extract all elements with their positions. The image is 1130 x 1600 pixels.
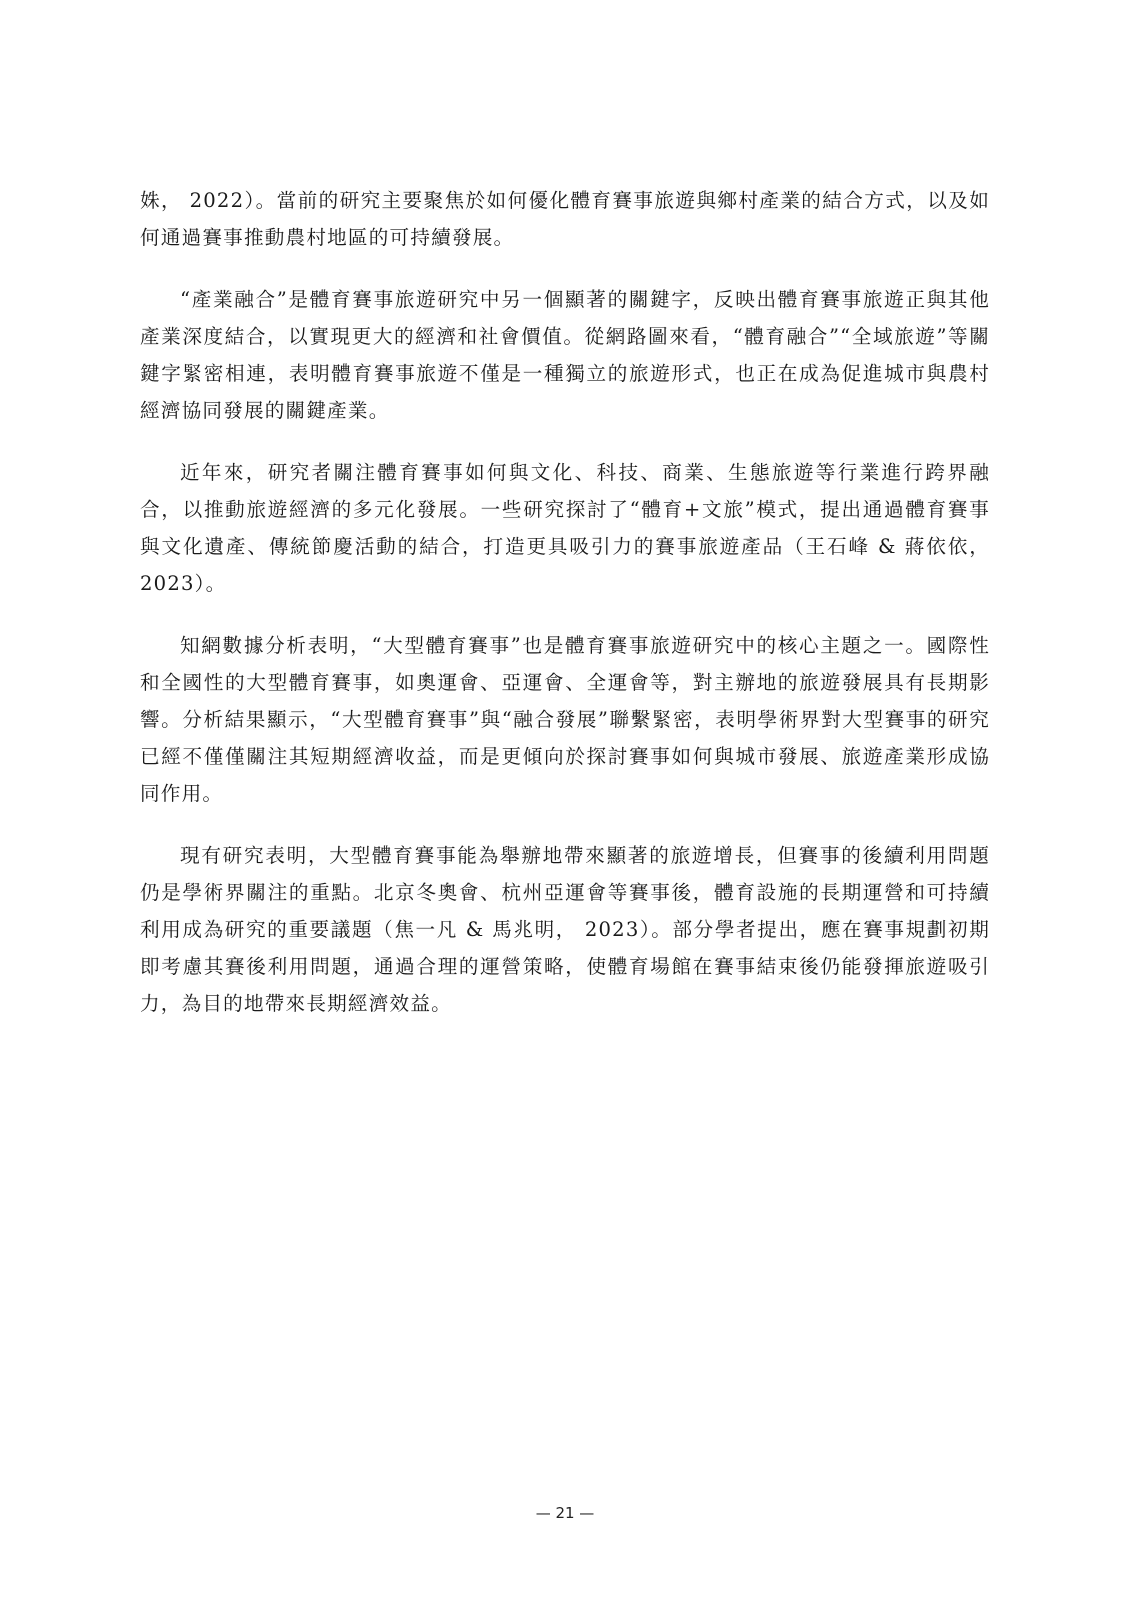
- page-number: — 21 —: [535, 1504, 595, 1522]
- paragraph-4: 知網數據分析表明，“大型體育賽事”也是體育賽事旅遊研究中的核心主題之一。國際性和全國性的大型體育賽事，如奧運會、亞運會、全運會等，對主辦地的旅遊發展具有長期影響。分析結果顯示，“大型體育賽事”與“融合發展”聯繫緊密，表明學術界對大型賽事的研究已經不僅僅關注其短期經濟收益，而是更傾向於探討賽事如何與城市發展、旅遊產業形成協同作用。: [140, 634, 990, 805]
- paragraph-5: 現有研究表明，大型體育賽事能為舉辦地帶來顯著的旅遊增長，但賽事的後續利用問題仍是學術界關注的重點。北京冬奧會、杭州亞運會等賽事後，體育設施的長期運營和可持續利用成為研究的重要議題（焦一凡 & 馬兆明， 2023）。部分學者提出，應在賽事規劃初期即考慮其賽後利用問題，通過合理的運營策略，使體育場館在賽事結束後仍能發揮旅遊吸引力，為目的地帶來長期經濟效益。: [140, 844, 990, 1015]
- paragraph-1: 姝， 2022）。當前的研究主要聚焦於如何優化體育賽事旅遊與鄉村產業的結合方式，以及如何通過賽事推動農村地區的可持續發展。: [140, 189, 990, 249]
- paragraph-3: 近年來，研究者關注體育賽事如何與文化、科技、商業、生態旅遊等行業進行跨界融合，以推動旅遊經濟的多元化發展。一些研究探討了“體育+文旅”模式，提出通過體育賽事與文化遺產、傳統節慶活動的結合，打造更具吸引力的賽事旅遊產品（王石峰 & 蔣依依， 2023）。: [140, 461, 990, 595]
- body-text: [140, 182, 990, 1047]
- paragraph-2: “產業融合”是體育賽事旅遊研究中另一個顯著的關鍵字，反映出體育賽事旅遊正與其他產業深度結合，以實現更大的經濟和社會價值。從網路圖來看，“體育融合”“全域旅遊”等關鍵字緊密相連，表明體育賽事旅遊不僅是一種獨立的旅遊形式，也正在成為促進城市與農村經濟協同發展的關鍵產業。: [140, 288, 990, 422]
